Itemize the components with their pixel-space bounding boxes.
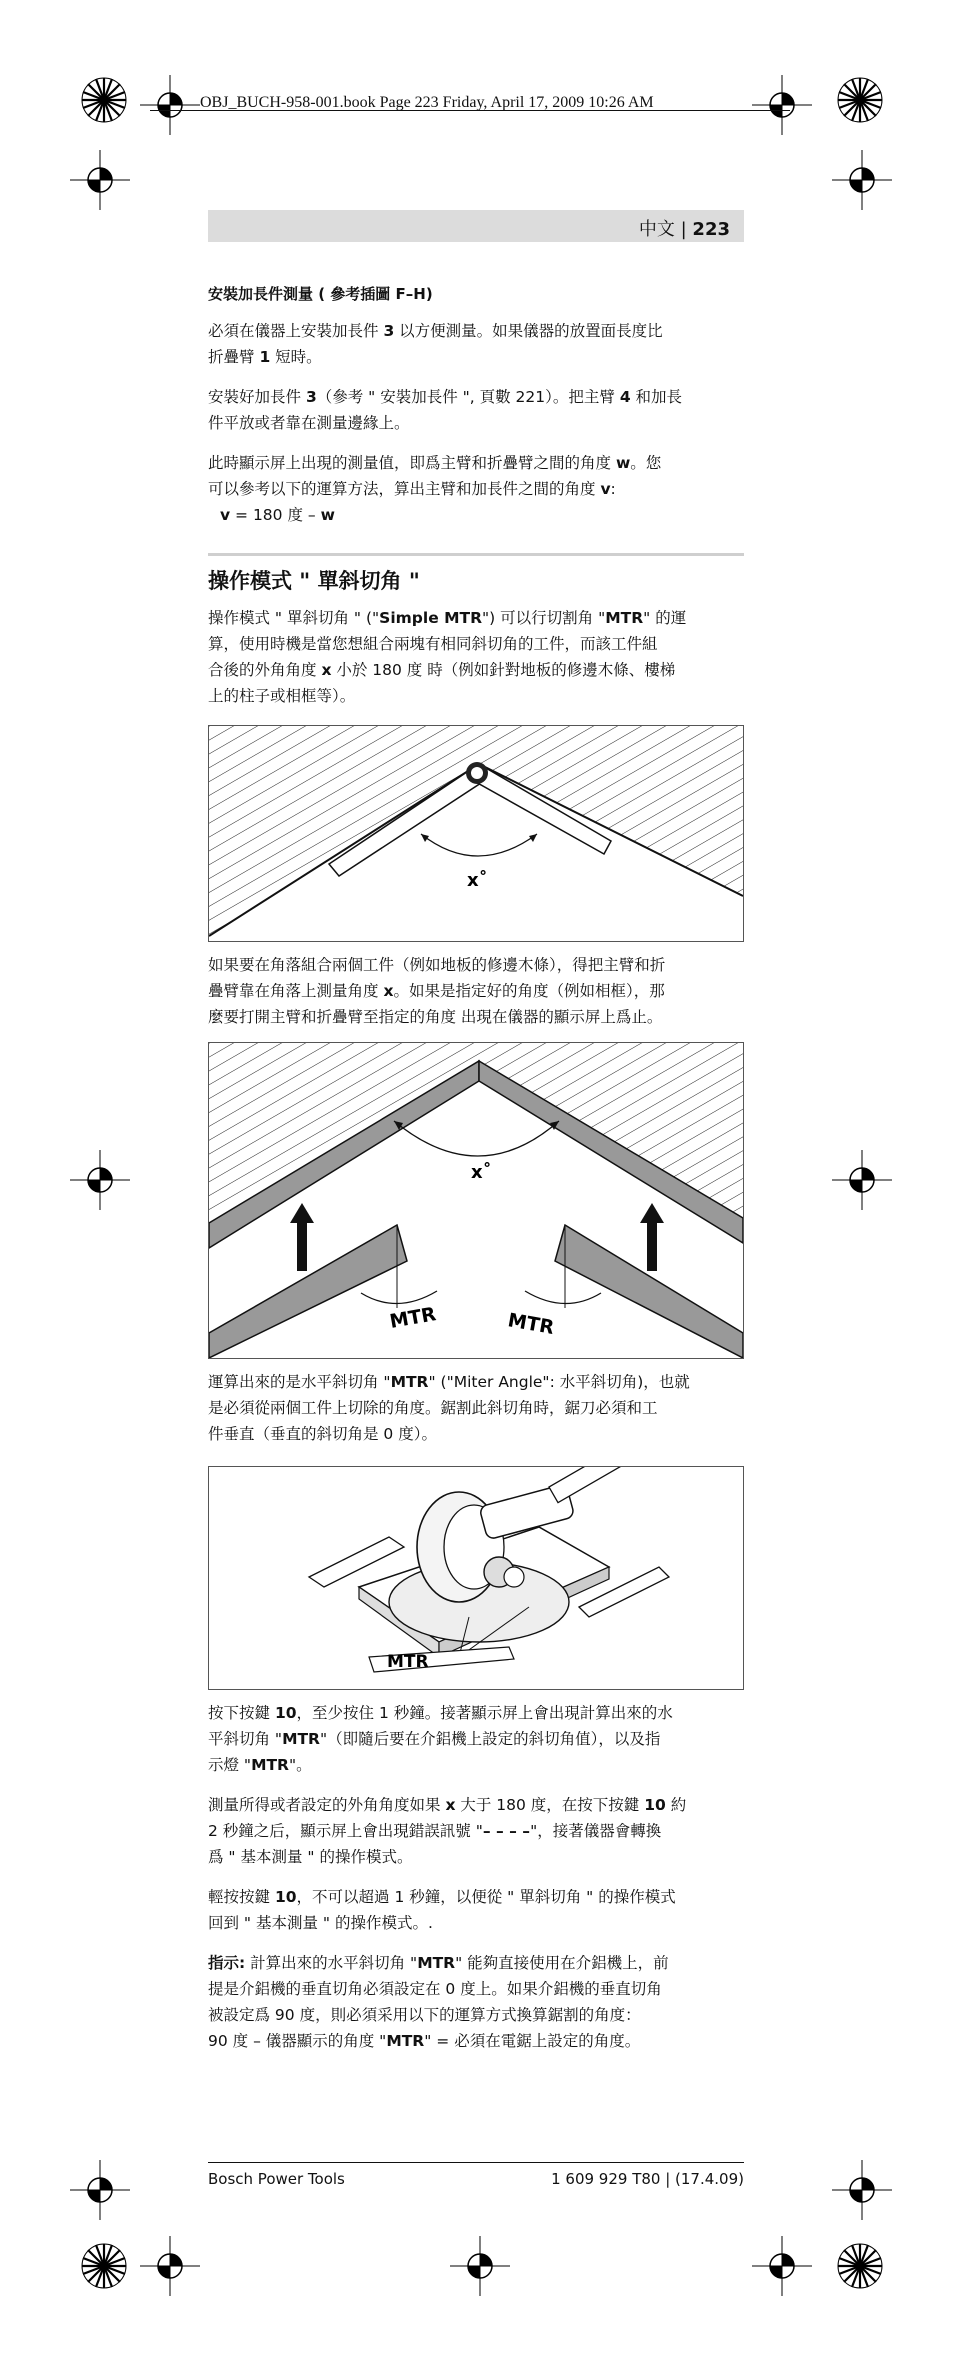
print-header: OBJ_BUCH-958-001.book Page 223 Friday, April 17, 2009 10:26 AM bbox=[200, 94, 654, 111]
section-heading-simple-mtr: 操作模式 " 單斜切角 " bbox=[208, 569, 420, 593]
figure-corner-measurement bbox=[208, 725, 744, 942]
crosshair-mark bbox=[70, 2160, 130, 2220]
footer-right: 1 609 929 T80 | (17.4.09) bbox=[551, 2170, 744, 2188]
crosshair-mark bbox=[752, 75, 812, 135]
page-header-bar bbox=[208, 210, 744, 242]
paragraph: 安裝好加長件 3（參考 " 安裝加長件 ", 頁數 221）。把主臂 4 和加長 件平放或者靠在測量邊緣上。 bbox=[208, 388, 683, 432]
paragraph: 按下按鍵 10，至少按住 1 秒鐘。接著顯示屏上會出現計算出來的水 平斜切角 "MTR"（即隨后要在介鋁機上設定的斜切角值），以及指 示燈 "MTR"。 bbox=[208, 1704, 673, 1774]
crosshair-mark bbox=[70, 1150, 130, 1210]
crosshair-mark bbox=[832, 150, 892, 210]
crosshair-mark bbox=[450, 2236, 510, 2296]
paragraph: 運算出來的是水平斜切角 "MTR" ("Miter Angle": 水平斜切角)，也就 是必須從兩個工件上切除的角度。鋸割此斜切角時，鋸刀必須和工 件垂直（垂直的斜切角是 0 度）。 bbox=[208, 1373, 690, 1443]
page-language: 中文 bbox=[638, 219, 675, 240]
page-header-text bbox=[639, 215, 730, 241]
paragraph: 此時顯示屏上出現的測量值，即爲主臂和折疊臂之間的角度 w。您 可以參考以下的運算方法，算出主臂和加長件之間的角度 v: v = 180 度 – w bbox=[208, 450, 744, 528]
figure-mtr-label: MTR bbox=[387, 1652, 429, 1672]
formula: v = 180 度 – w bbox=[220, 506, 335, 524]
paragraph: 測量所得或者設定的外角角度如果 x 大于 180 度，在按下按鍵 10 約 2 秒鐘之后，顯示屏上會出現錯誤訊號 "– – – –"，接著儀器會轉換 爲 " 基本測量 " 的操作模式。 bbox=[208, 1796, 687, 1866]
crosshair-mark bbox=[140, 75, 200, 135]
paragraph: 操作模式 " 單斜切角 " ("Simple MTR") 可以行切割角 "MTR" 的運 算，使用時機是當您想組合兩塊有相同斜切角的工件，而該工件組 合後的外角角度 x 小於 180 度 時（例如針對地板的修邊木條、樓梯 上的柱子或相框等）。 bbox=[208, 609, 687, 705]
crosshair-mark bbox=[752, 2236, 812, 2296]
paragraph: 必須在儀器上安裝加長件 3 以方便測量。如果儀器的放置面長度比 折疊臂 1 短時。 bbox=[208, 322, 663, 366]
page-separator: | bbox=[680, 219, 687, 240]
crosshair-mark bbox=[140, 2236, 200, 2296]
registration-mark-bottom-right bbox=[830, 2236, 890, 2296]
figure-miter-saw bbox=[208, 1466, 744, 1690]
registration-mark-top-right bbox=[830, 70, 890, 130]
paragraph: 輕按按鍵 10，不可以超過 1 秒鐘，以便從 " 單斜切角 " 的操作模式 回到 " 基本測量 " 的操作模式。. bbox=[208, 1888, 676, 1932]
figure-angle-label: x˚ bbox=[471, 1162, 492, 1183]
registration-mark-top-left bbox=[74, 70, 134, 130]
crosshair-mark bbox=[832, 2160, 892, 2220]
section-divider bbox=[208, 553, 744, 556]
crosshair-mark bbox=[832, 1150, 892, 1210]
figure-mtr-label-left: MTR bbox=[388, 1303, 438, 1333]
figure-mtr-label-right: MTR bbox=[506, 1309, 556, 1339]
note-paragraph: 指示: 計算出來的水平斜切角 "MTR" 能夠直接使用在介鋁機上，前 提是介鋁機的垂直切角必須設定在 0 度上。如果介鋁機的垂直切角 被設定爲 90 度，則必須采用以下的運算方式換算鋸割的角度： 90 度 – 儀器顯示的角度 "MTR" = 必須在電鋸上設定的角度。 bbox=[208, 1954, 669, 2050]
paragraph: 如果要在角落組合兩個工件（例如地板的修邊木條），得把主臂和折 疊臂靠在角落上測量角度 x。如果是指定好的角度（例如相框），那 麼要打開主臂和折疊臂至指定的角度 出現在儀器的顯示屏上爲止。 bbox=[208, 956, 666, 1026]
registration-mark-bottom-left bbox=[74, 2236, 134, 2296]
footer-rule bbox=[208, 2162, 744, 2163]
section-heading-extension: 安裝加長件測量 ( 參考插圖 F–H) bbox=[208, 285, 433, 303]
footer-left: Bosch Power Tools bbox=[208, 2170, 345, 2188]
page-number: 223 bbox=[692, 219, 730, 240]
crosshair-mark bbox=[70, 150, 130, 210]
figure-angle-label: x˚ bbox=[467, 870, 488, 891]
figure-workpiece-miter bbox=[208, 1042, 744, 1359]
